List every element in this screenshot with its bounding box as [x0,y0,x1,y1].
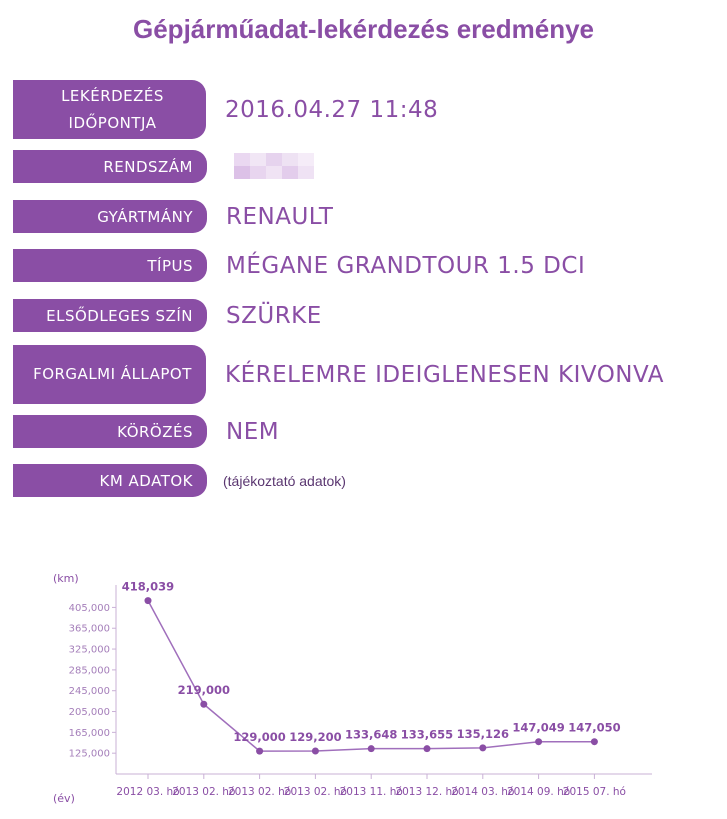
data-point [424,745,431,752]
y-tick-label: 125,000 [68,748,110,760]
data-point [368,745,375,752]
field-value-type: MÉGANE GRANDTOUR 1.5 DCI [226,252,586,279]
data-label: 129,200 [289,729,342,744]
y-axis-label: (km) [53,572,79,585]
x-tick-label: 2013 12. hó [395,786,459,798]
y-tick-label: 365,000 [68,623,110,635]
field-label-color: ELSŐDLEGES SZÍN [13,299,207,332]
field-value-make: RENAULT [226,203,334,230]
x-tick-label: 2012 03. hó [116,786,180,798]
field-label-plate: RENDSZÁM [13,150,207,183]
data-label: 147,050 [568,720,621,735]
field-label-query-time [13,80,206,139]
data-label: 135,126 [456,726,509,741]
y-tick-label: 165,000 [68,727,110,739]
field-label-traffic-status-text: FORGALMI ÁLLAPOT [33,365,192,383]
field-value-query-time: 2016.04.27 11:48 [225,96,439,123]
field-value-wanted: NEM [226,418,280,445]
data-label: 418,039 [121,579,175,594]
field-row-query-time [13,80,713,139]
data-point [535,738,542,745]
data-point [200,701,207,708]
data-label: 219,000 [177,683,230,698]
y-tick-label: 245,000 [68,686,110,698]
x-tick-label: 2015 07. hó [562,786,626,798]
data-point [312,747,319,754]
data-point [591,738,598,745]
field-label-query-time-text: LEKÉRDEZÉS IDŐPONTJA [61,86,164,132]
data-label: 133,655 [400,727,454,742]
x-tick-label: 2013 02. hó [228,786,292,798]
data-label: 133,648 [345,727,398,742]
field-label-make: GYÁRTMÁNY [13,200,207,233]
field-label-km-data: KM ADATOK [13,464,207,497]
field-value-traffic-status: KÉRELEMRE IDEIGLENESEN KIVONVA [225,361,665,388]
data-point [479,744,486,751]
km-chart [0,560,727,819]
field-row-color [13,299,713,332]
field-label-traffic-status [13,345,206,404]
data-point [256,748,263,755]
x-axis-label: (év) [53,792,75,805]
data-label: 129,000 [233,730,286,745]
field-value-color: SZÜRKE [226,302,322,329]
field-label-wanted: KÖRÖZÉS [13,415,207,448]
x-tick-label: 2014 03. hó [451,786,515,798]
x-tick-label: 2013 11. hó [339,786,403,798]
field-label-type: TÍPUS [13,249,207,282]
field-row-km-data [13,464,713,497]
field-row-plate [13,150,713,183]
data-point [145,597,152,604]
field-row-make [13,200,713,233]
y-tick-label: 325,000 [68,644,110,656]
x-tick-label: 2013 02. hó [283,786,347,798]
y-tick-label: 405,000 [68,602,110,614]
page-title: Gépjárműadat-lekérdezés eredménye [133,14,594,44]
field-value-km-data: (tájékoztató adatok) [223,472,346,489]
x-tick-label: 2013 02. hó [172,786,236,798]
y-tick-label: 285,000 [68,665,110,677]
field-row-type [13,249,713,282]
field-row-wanted [13,415,713,448]
y-tick-label: 205,000 [68,707,110,719]
data-label: 147,049 [512,720,565,735]
x-tick-label: 2014 09. hó [507,786,571,798]
plate-redacted-mosaic [234,153,314,180]
field-row-traffic-status [13,345,713,404]
